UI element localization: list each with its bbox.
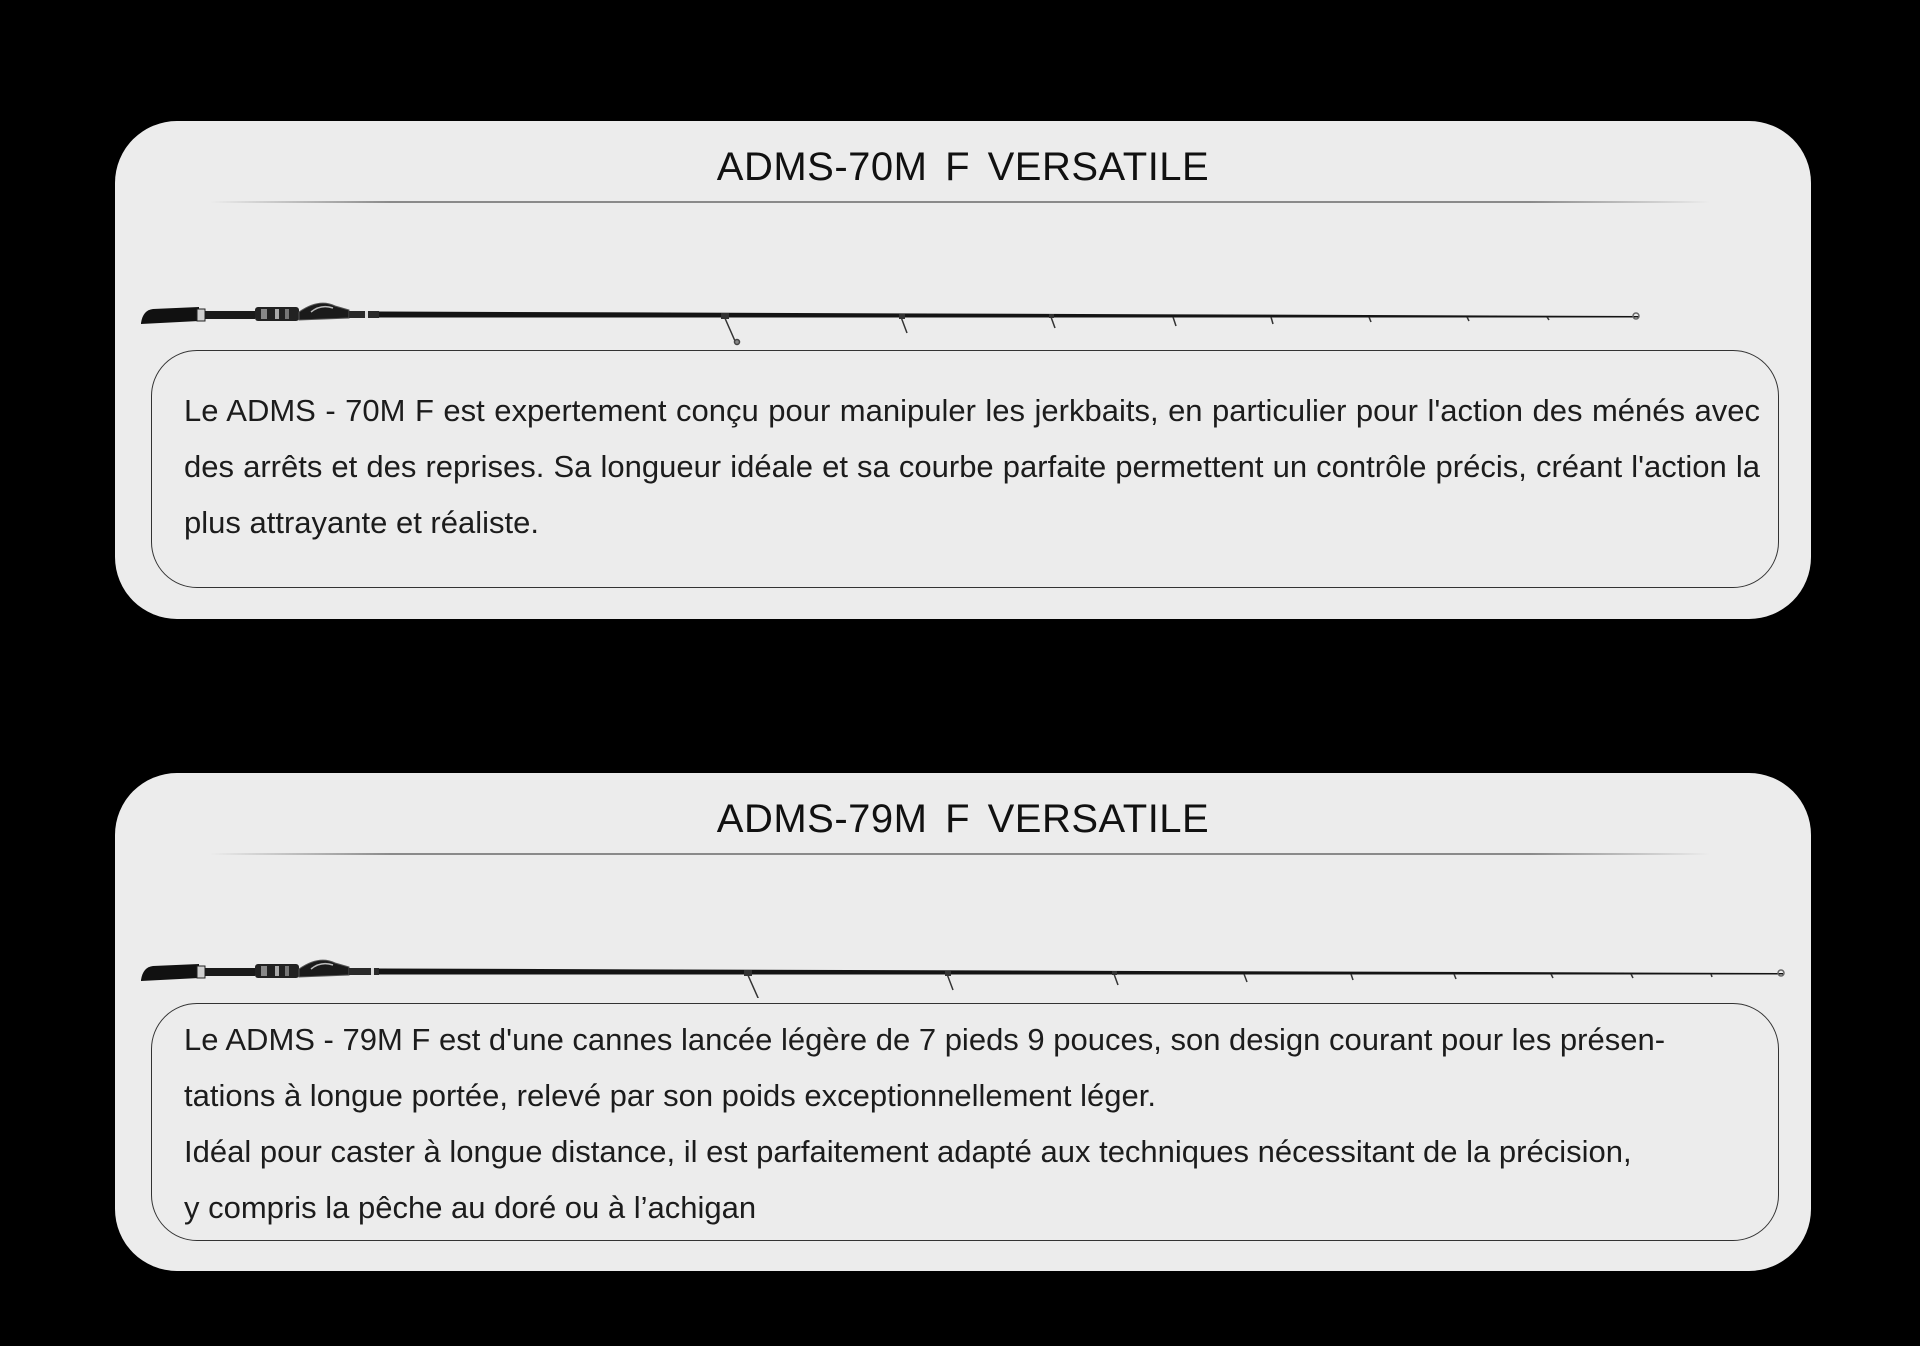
fishing-rod-image [139,928,1811,998]
description-line: Le ADMS - 79M F est d'une cannes lancée légère de 7 pieds 9 pouces, son design courant pour les présen- [184,1022,1666,1057]
description-line: Idéal pour caster à longue distance, il est parfaitement adapté aux techniques nécessitant de la précision, [184,1134,1632,1169]
product-description [184,1012,1760,1236]
product-card-adms-70m [115,121,1811,619]
description-line: tations à longue portée, relevé par son poids exceptionnellement léger. [184,1078,1156,1113]
product-card-adms-79m [115,773,1811,1271]
product-title: ADMS-70M F VERSATILE [716,145,1210,189]
fishing-rod-image [139,276,1811,346]
product-title: ADMS-79M F VERSATILE [716,797,1210,841]
description-box [151,1003,1779,1241]
title-divider [210,201,1710,203]
description-line: y compris la pêche au doré ou à l’achigan [184,1190,757,1225]
title-divider [210,853,1710,855]
description-box [151,350,1779,588]
product-description: Le ADMS - 70M F est expertement conçu pour manipuler les jerkbaits, en particulier pour l'action des ménés avec des arrêts et des reprises. Sa longueur idéale et sa courbe parfaite permettent un contrôle précis, créant l'action la plus attrayante et réaliste. [184,393,1760,540]
